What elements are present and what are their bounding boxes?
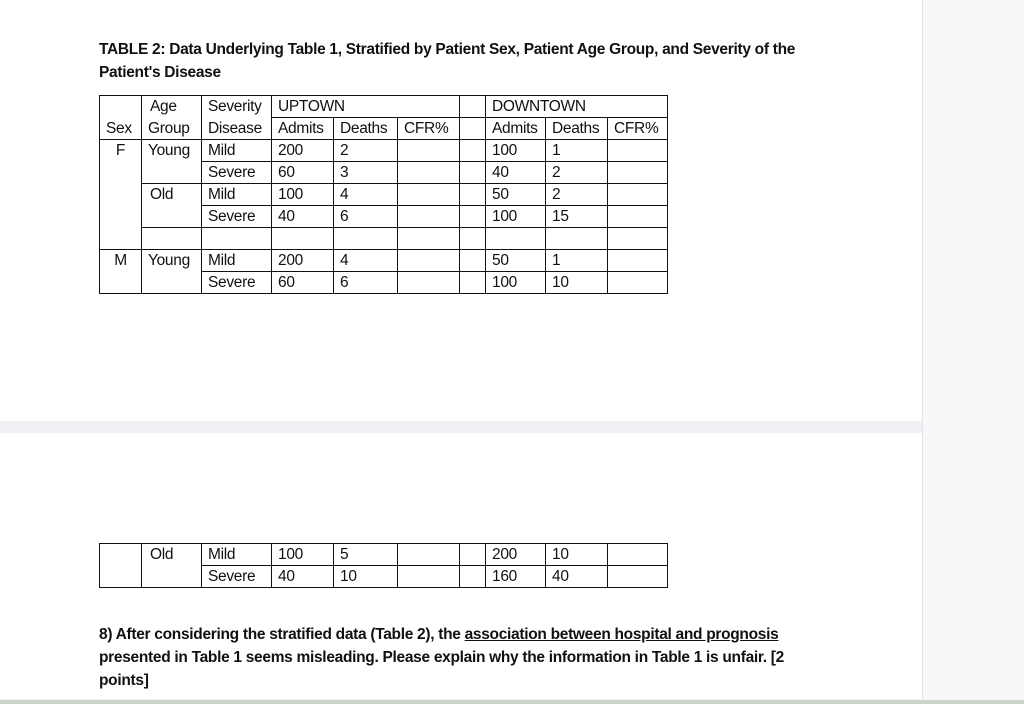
question-underlined: association between hospital and prognosis bbox=[464, 626, 779, 643]
stratified-data-table bbox=[99, 95, 668, 294]
header-severity: Severity bbox=[202, 96, 272, 118]
header-downtown-deaths: Deaths bbox=[546, 118, 608, 140]
stratified-data-table-continued bbox=[99, 543, 668, 588]
table-row: Severe 60 3 40 2 bbox=[100, 162, 668, 184]
header-downtown: DOWNTOWN bbox=[486, 96, 668, 118]
right-side-panel bbox=[922, 0, 1024, 704]
table-spacer-row bbox=[100, 228, 668, 250]
header-uptown-cfr: CFR% bbox=[398, 118, 460, 140]
table-header-row-1 bbox=[100, 96, 668, 118]
header-uptown-deaths: Deaths bbox=[334, 118, 398, 140]
table-row: Severe 40 6 100 15 bbox=[100, 206, 668, 228]
header-disease: Disease bbox=[202, 118, 272, 140]
header-downtown-cfr: CFR% bbox=[608, 118, 668, 140]
header-age-group: Age bbox=[142, 96, 202, 118]
question-8 bbox=[99, 623, 819, 692]
table-header-row-2 bbox=[100, 118, 668, 140]
table-row: Old Mild 100 5 200 10 bbox=[100, 544, 668, 566]
table-row: Old Mild 100 4 50 2 bbox=[100, 184, 668, 206]
question-suffix: presented in Table 1 seems misleading. Please explain why the information in Table 1 is unfair. [2 points] bbox=[99, 649, 784, 689]
header-group: Group bbox=[142, 118, 202, 140]
table-row: M Young Mild 200 4 50 1 bbox=[100, 250, 668, 272]
header-uptown: UPTOWN bbox=[272, 96, 460, 118]
header-downtown-admits: Admits bbox=[486, 118, 546, 140]
table-row: Severe 60 6 100 10 bbox=[100, 272, 668, 294]
header-uptown-admits: Admits bbox=[272, 118, 334, 140]
table-title: TABLE 2: Data Underlying Table 1, Stratified by Patient Sex, Patient Age Group, and Severity of the Patient's Disease bbox=[99, 41, 796, 81]
question-prefix: 8) After considering the stratified data (Table 2), the bbox=[99, 626, 465, 643]
table-row: F Young Mild 200 2 100 1 bbox=[100, 140, 668, 162]
header-sex: Sex bbox=[100, 118, 142, 140]
bottom-bar bbox=[0, 700, 1024, 704]
table-row: Severe 40 10 160 40 bbox=[100, 566, 668, 588]
